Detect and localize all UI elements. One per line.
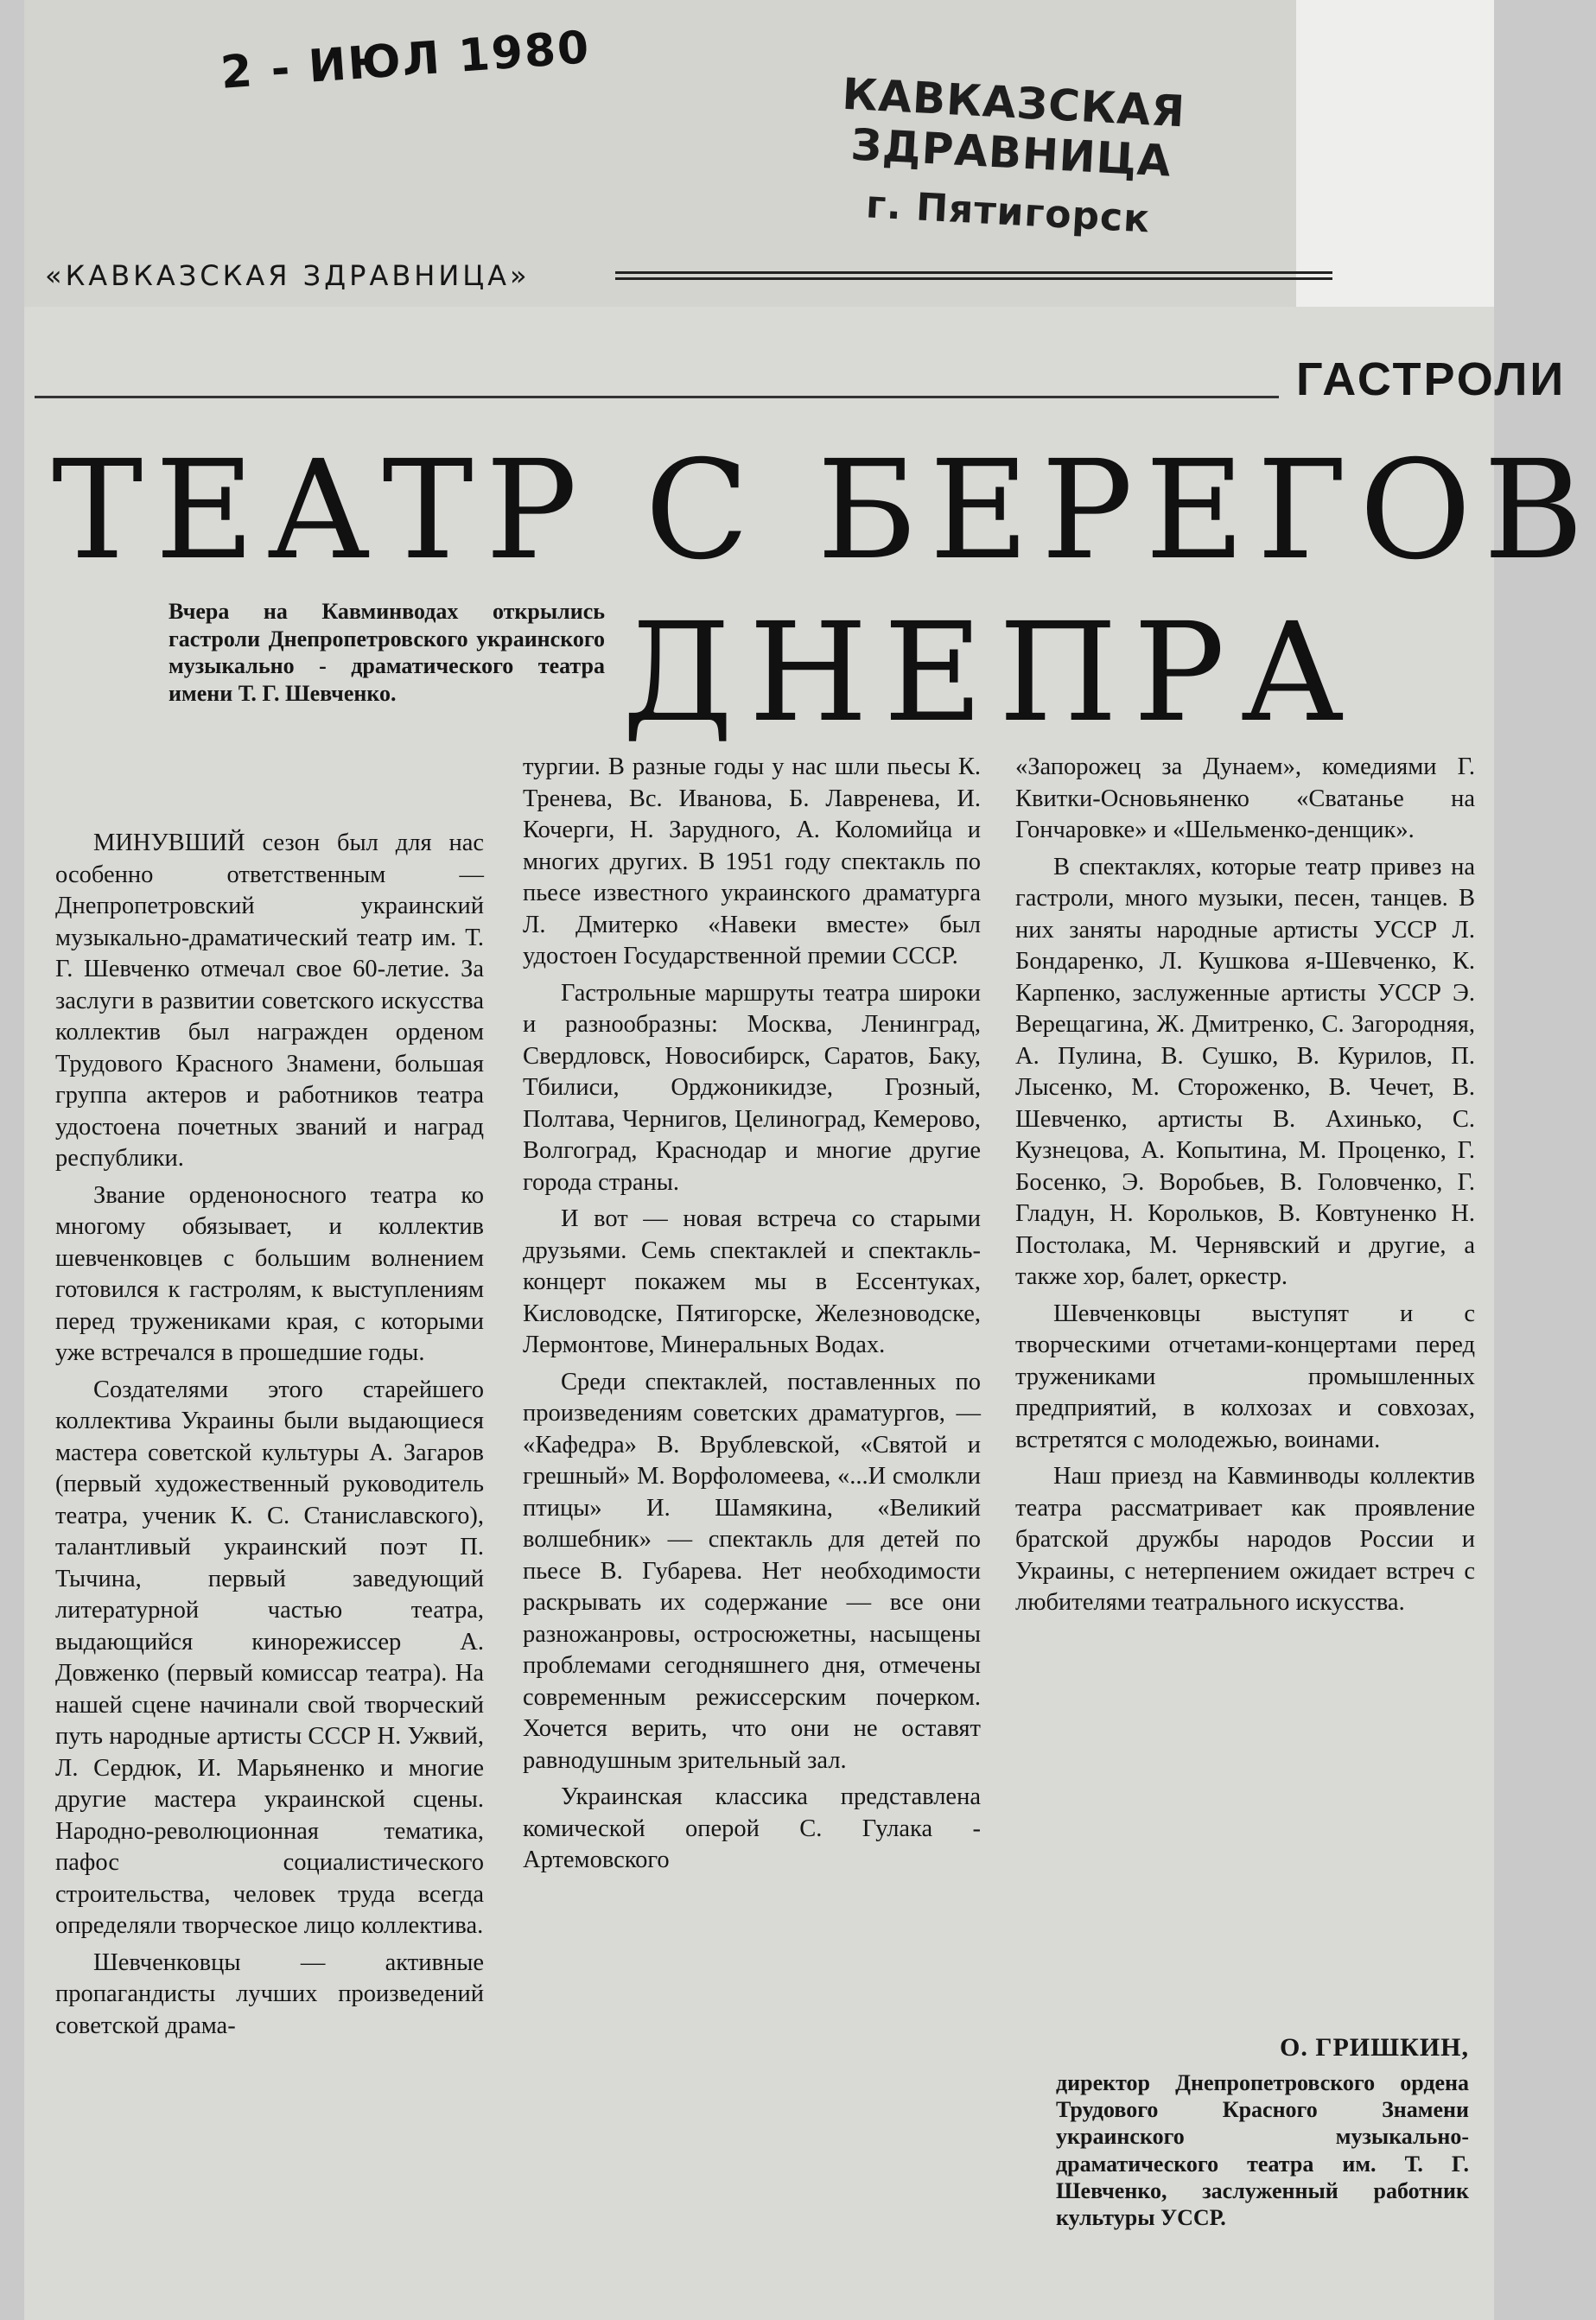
article-paragraph: Наш приезд на Кавминводы коллектив театра рассматривает как проявление братской дружбы народов России и Украины, с нетерпением ожидает встреч с любителями театрального искусства. [1015, 1463, 1475, 1616]
masthead [45, 259, 1298, 294]
masthead-rule [615, 271, 1332, 280]
article-paragraph: Шевченковцы — активные пропагандисты лучших произведений советской драма- [55, 1948, 484, 2039]
article-paragraph: Среди спектаклей, поставленных по произведениям советских драматургов, — «Кафедра» В. Врублевской, «Святой и грешный» М. Ворфоломеева, «...И смолкли птицы» И. Шамякина, «Великий волшебник» — спектакль для детей по пьесе В. Губарева. Нет необходимости раскрывать их содержание — все они разножанровы, остросюжетны, насыщены проблемами сегодняшнего дня, отмечены современным режиссерским почерком. Хочется верить, что они не оставят равнодушным зрительный зал. [523, 1368, 981, 1774]
rubric-label: ГАСТРОЛИ [1296, 353, 1567, 405]
headline-line-1: ТЕАТР С БЕРЕГОВ [52, 431, 1596, 590]
article-paragraph: Звание орденоносного театра ко многому обязывает, и коллектив шевченковцев с большим волнением готовился к гастролям, к выступлениям перед тружениками края, с которыми уже встречался в прошедшие годы. [55, 1181, 484, 1366]
headline-line-2: ДНЕПРА [622, 594, 1360, 753]
article-paragraph: Создателями этого старейшего коллектива Украины были выдающиеся мастера советской культуры А. Загаров (первый художественный руководитель театра, ученик К. С. Станиславского), талантливый украинский поэт П. Тычина, первый заведующий литературной частью театра, выдающийся кинорежиссер А. Довженко (первый комиссар театра). На нашей сцене начинали свой творческий путь народные артисты СССР Н. Ужвий, Л. Сердюк, И. Марьяненко и многие другие мастера украинской сцены. Народно-революционная тематика, пафос социалистического строительства, человек труда всегда определяли творческое лицо коллектива. [55, 1376, 484, 1939]
author-name: О. ГРИШКИН, [1280, 2033, 1469, 2062]
article-lead: Вчера на Кавминводах открылись гастроли Днепропетровского украинского музыкально - драматического театра имени Т. Г. Шевченко. [169, 599, 605, 707]
article-paragraph: И вот — новая встреча со старыми друзьями. Семь спектаклей и спектакль-концерт покажем мы в Ессентуках, Кисловодске, Пятигорске, Железноводске, Лермонтове, Минеральных Водах. [523, 1205, 981, 1358]
article-paragraph: МИНУВШИЙ сезон был для нас особенно ответственным — Днепропетровский украинский музыкально-драматический театр им. Т. Г. Шевченко отмечал свое 60-летие. За заслуги в развитии советского искусства коллектив был награжден орденом Трудового Красного Знамени, большая группа актеров и работников театра удостоена почетных званий и наград республики. [55, 829, 484, 1172]
stamp-title: КАВКАЗСКАЯ ЗДРАВНИЦА [841, 68, 1187, 187]
article-paragraph: тургии. В разные годы у нас шли пьесы К. Тренева, Вс. Иванова, Б. Лавренева, И. Кочерги, Н. Зарудного, А. Коломийца и многих других. В 1951 году спектакль по пьесе известного украинского драматурга Л. Дмитерко «Навеки вместе» был удостоен Государственной премии СССР. [523, 753, 981, 969]
article-paragraph: В спектаклях, которые театр привез на гастроли, много музыки, песен, танцев. В них заняты народные артисты УССР Л. Бондаренко, Л. Кушкова я-Шевченко, К. Карпенко, заслуженные артисты УССР Э. Верещагина, Ж. Дмитренко, С. Загородняя, А. Пулина, В. Сушко, В. Курилов, П. Лысенко, М. Стороженко, В. Чечет, В. Шевченко, артисты В. Ахинько, С. Кузнецова, А. Копытина, М. Проценко, Г. Босенко, Э. Воробьев, В. Головченко, Г. Гладун, Н. Корольков, В. Ковтуненко Н. Постолака, М. Чернявский и другие, а также хор, балет, оркестр. [1015, 853, 1475, 1290]
article-paragraph: «Запорожец за Дунаем», комедиями Г. Квитки-Основьяненко «Сватанье на Гончаровке» и «Шельменко-денщик». [1015, 753, 1475, 843]
paper-edge [1296, 0, 1494, 307]
rubric-rule [35, 396, 1279, 398]
article-paragraph: Гастрольные маршруты театра широки и разнообразны: Москва, Ленинград, Свердловск, Новосибирск, Саратов, Баку, Тбилиси, Орджоникидзе, Грозный, Полтава, Чернигов, Целиноград, Кемерово, Волгоград, Краснодар и многие другие города страны. [523, 979, 981, 1196]
newspaper-stamp [757, 65, 1266, 247]
handwritten-date: 2 - ИЮЛ 1980 [219, 22, 593, 99]
article-paragraph: Украинская классика представлена комической оперой С. Гулака - Артемовского [523, 1783, 981, 1873]
article-column-2 [523, 752, 981, 1882]
article-column-3 [1015, 752, 1475, 1624]
article-paragraph: Шевченковцы выступят и с творческими отчетами-концертами перед тружениками промышленных предприятий, в колхозах и совхозах, встретятся с молодежью, воинами. [1015, 1300, 1475, 1453]
masthead-name: «КАВКАЗСКАЯ ЗДРАВНИЦА» [45, 259, 531, 292]
author-title: директор Днепропетровского ордена Трудового Красного Знамени украинского музыкально-драматического театра им. Т. Г. Шевченко, заслуженный работник культуры УССР. [1056, 2070, 1469, 2230]
article-column-1 [55, 828, 484, 2047]
stamp-city: г. Пятигорск [864, 182, 1152, 242]
